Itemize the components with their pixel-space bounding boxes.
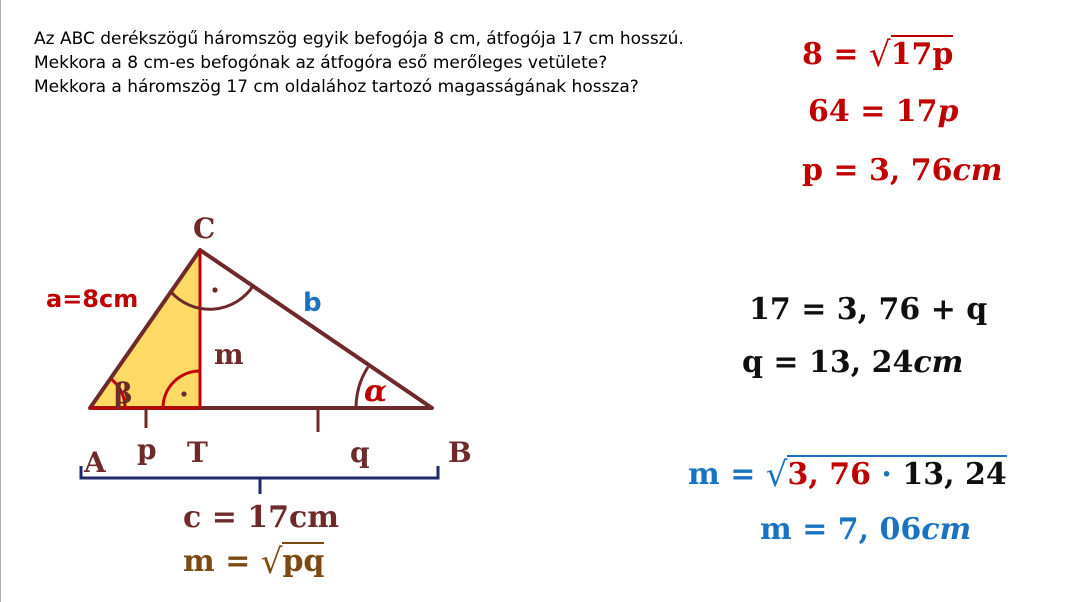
formula-m-radicand: pq [282, 544, 325, 579]
sqrt-sign-icon: √ [260, 542, 283, 582]
eq6-lhs: m = [688, 457, 756, 492]
eq3-lhs: p = 3, 76 [802, 153, 953, 188]
eq5-lhs: q = 13, 24 [742, 345, 914, 380]
sqrt-sign-icon: √ [868, 35, 891, 75]
eq1-radicand: 17p [890, 37, 954, 72]
equation-2 [808, 94, 959, 129]
label-vertex-a: A [84, 446, 106, 479]
formula-m-lhs: m = [183, 544, 251, 579]
eq4-text: 17 = 3, 76 + q [749, 292, 988, 327]
equation-3 [802, 153, 1003, 188]
label-beta: β [114, 377, 133, 410]
eq7-lhs: m = 7, 06 [760, 512, 922, 547]
right-angle-dot-c [212, 287, 217, 292]
label-side-a: a=8cm [46, 285, 139, 313]
right-angle-dot-t [181, 391, 186, 396]
equation-6 [688, 453, 1007, 493]
eq2-lhs: 64 = 17 [808, 94, 938, 129]
equation-7 [760, 512, 971, 547]
equation-1 [802, 33, 953, 73]
sqrt-sign-icon: √ [765, 455, 788, 495]
equation-5 [742, 345, 963, 380]
eq6-dot: · [881, 457, 892, 492]
equation-4 [749, 292, 987, 327]
eq6-radicand [787, 455, 1006, 492]
label-segment-q: q [350, 436, 370, 469]
problem-line-3: Mekkora a háromszög 17 cm oldalához tartozó magasságának hossza? [34, 77, 639, 97]
label-foot-t: T [187, 436, 208, 469]
label-side-b: b [303, 288, 322, 318]
eq6-rad-b: 13, 24 [902, 457, 1007, 492]
eq2-var: p [937, 94, 959, 129]
problem-line-1: Az ABC derékszögű háromszög egyik befogója 8 cm, átfogója 17 cm hosszú. [34, 29, 684, 49]
label-c-length: c = 17cm [183, 500, 340, 535]
problem-line-2: Mekkora a 8 cm-es befogónak az átfogóra eső merőleges vetülete? [34, 53, 608, 73]
eq7-unit: cm [921, 512, 972, 547]
label-alpha: α [364, 374, 388, 409]
eq5-unit: cm [913, 345, 964, 380]
eq3-unit: cm [952, 153, 1003, 188]
label-altitude-m: m [214, 338, 244, 371]
eq6-rad-a: 3, 76 [787, 457, 871, 492]
eq1-lhs: 8 = [802, 37, 859, 72]
base-brace [81, 466, 438, 494]
label-segment-p: p [137, 433, 157, 466]
label-vertex-b: B [448, 436, 472, 469]
label-vertex-c: C [193, 212, 216, 245]
formula-m-sqrt-pq [183, 540, 324, 580]
